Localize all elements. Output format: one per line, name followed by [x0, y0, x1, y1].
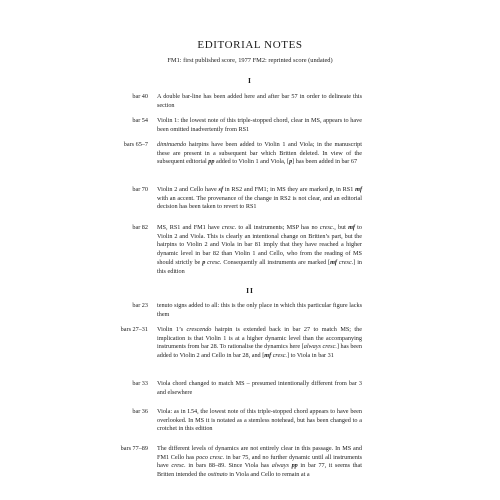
note-text-run: in bars 88–89. Since Viola has — [185, 462, 272, 470]
note-text — [157, 326, 362, 361]
note-text — [157, 380, 362, 397]
bar-reference: bar 23 — [132, 302, 148, 309]
note-text-run: to all instruments; MSP has no — [236, 224, 320, 231]
note-text-run: in RS2 and FM1; in MS they are marked — [223, 186, 330, 193]
note-text — [157, 408, 362, 434]
note-text-run: Consequently all instruments are marked [ — [221, 258, 331, 266]
dynamic-marking: mf — [330, 258, 337, 266]
note-text-run: A double bar-line has been added here and after bar 57 in order to delineate this section — [157, 93, 362, 109]
italic-term: crescendo — [186, 326, 212, 333]
dynamic-marking: mf — [348, 224, 355, 231]
bar-reference: bar 82 — [132, 224, 148, 231]
bar-reference: bar 54 — [132, 117, 148, 124]
note-text-run: ] has been added to Violin 2 and Cello in bar 28, and [ — [157, 343, 362, 360]
italic-term: ostinato — [207, 471, 228, 479]
note-text-run: Violin 1: the lowest note of this triple-stopped chord, clear in MS, appears to have been omitted inadvertently from RS1 — [157, 117, 362, 133]
italic-term: cresc. — [319, 224, 335, 231]
note-text-run: hairpin is extended back in bar 27 to match MS; the implication is that Violin 1 is at a higher dynamic level than the accompanying instruments from bar 28. To rationalise the dynamics here [ — [157, 326, 362, 351]
note-text — [157, 117, 362, 134]
note-text-run: to Violin 2 and Viola. This is clearly an intentional change on Britten’s part, but the hairpins to Violin 2 and Viola in bar 81 imply that they have reached a higher dynamic level in bar 82 than Violin 1 and Cello, who from the reading of MS should strictly be — [157, 224, 362, 266]
italic-term: always — [271, 462, 289, 470]
note-text-run: in bar 77, it seems that Britten intended the — [157, 462, 362, 479]
italic-term: cresc. — [207, 258, 222, 266]
dynamic-marking: sf — [218, 186, 223, 193]
dynamic-marking: p — [289, 158, 293, 166]
note-text-run: Viola chord changed to match MS – presumed intentionally different from bar 3 and elsewhere — [157, 380, 362, 396]
note-text — [157, 302, 362, 319]
note-text — [157, 141, 362, 167]
bar-reference: bars 77–89 — [120, 445, 148, 452]
note-text-run: added to Violin 1 and Viola, [ — [214, 158, 290, 166]
note-text — [157, 186, 362, 212]
section-numeral: I — [248, 76, 252, 85]
italic-term: always cresc. — [303, 343, 337, 351]
italic-term: diminuendo — [157, 141, 187, 148]
italic-term: cresc. — [338, 258, 354, 266]
note-text-run: in Viola and Cello to remain at a — [227, 471, 310, 479]
italic-term: cresc. — [171, 462, 186, 470]
note-text-run: The different levels of dynamics are not entirely clear in this passage. In MS and FM1 Cello has — [157, 445, 362, 461]
bar-reference: bar 36 — [132, 408, 148, 415]
dynamic-marking: mf — [264, 352, 272, 360]
bar-reference: bar 70 — [132, 186, 148, 193]
note-text-run: hairpins have been added to Violin 1 and Viola; in the manuscript these are present in a subsequent bar which Britten deleted. In view of the subsequent editorial — [157, 141, 362, 166]
page-title: EDITORIAL NOTES — [197, 39, 303, 51]
sources-legend: FM1: first published score, 1977 FM2: reprinted score (undated) — [167, 57, 333, 64]
note-text-run: , but — [334, 224, 349, 231]
note-text-run: , in RS1 — [332, 186, 356, 193]
note-text-run: MS, RS1 and FM1 have — [157, 224, 222, 231]
bar-reference: bar 33 — [132, 380, 148, 387]
note-text-run: Violin 2 and Cello have — [157, 186, 219, 193]
section-numeral: II — [246, 286, 254, 295]
dynamic-marking: pp — [208, 158, 215, 166]
note-text — [157, 224, 362, 276]
bar-reference: bars 27–31 — [120, 326, 148, 333]
dynamic-marking: p — [329, 186, 333, 193]
italic-term: cresc. — [221, 224, 237, 231]
note-text-run: tenuto signs added to all: this is the only place in which this particular figure lacks them — [157, 302, 362, 318]
note-text — [157, 93, 362, 110]
italic-term: cresc. — [272, 352, 288, 360]
bar-reference: bars 65–7 — [123, 141, 148, 148]
note-text-run: ] has been added in bar 67 — [292, 158, 358, 166]
dynamic-marking: mf — [355, 186, 362, 193]
dynamic-marking: p — [202, 258, 206, 266]
note-text-run: Viola: as in I.54, the lowest note of this triple-stopped chord appears to have been overlooked. In MS it is notated as a stemless notehead, but has been changed to a crotchet in this edition — [157, 408, 362, 433]
bar-reference: bar 40 — [132, 93, 148, 100]
dynamic-marking: pp — [291, 462, 298, 470]
italic-term: poco cresc. — [196, 453, 225, 461]
note-text — [157, 445, 362, 480]
note-text-run: Violin 1’s — [157, 326, 187, 333]
note-text-run: ] in this edition — [157, 258, 363, 275]
note-text-run: ] to Viola in bar 31 — [287, 352, 334, 360]
note-text-run: with an accent. The provenance of the change in RS2 is not clear, and an editorial decision has been taken to revert to RS1 — [157, 194, 362, 211]
note-text-run: in bar 75, and no further dynamic until all instruments have — [157, 453, 362, 470]
